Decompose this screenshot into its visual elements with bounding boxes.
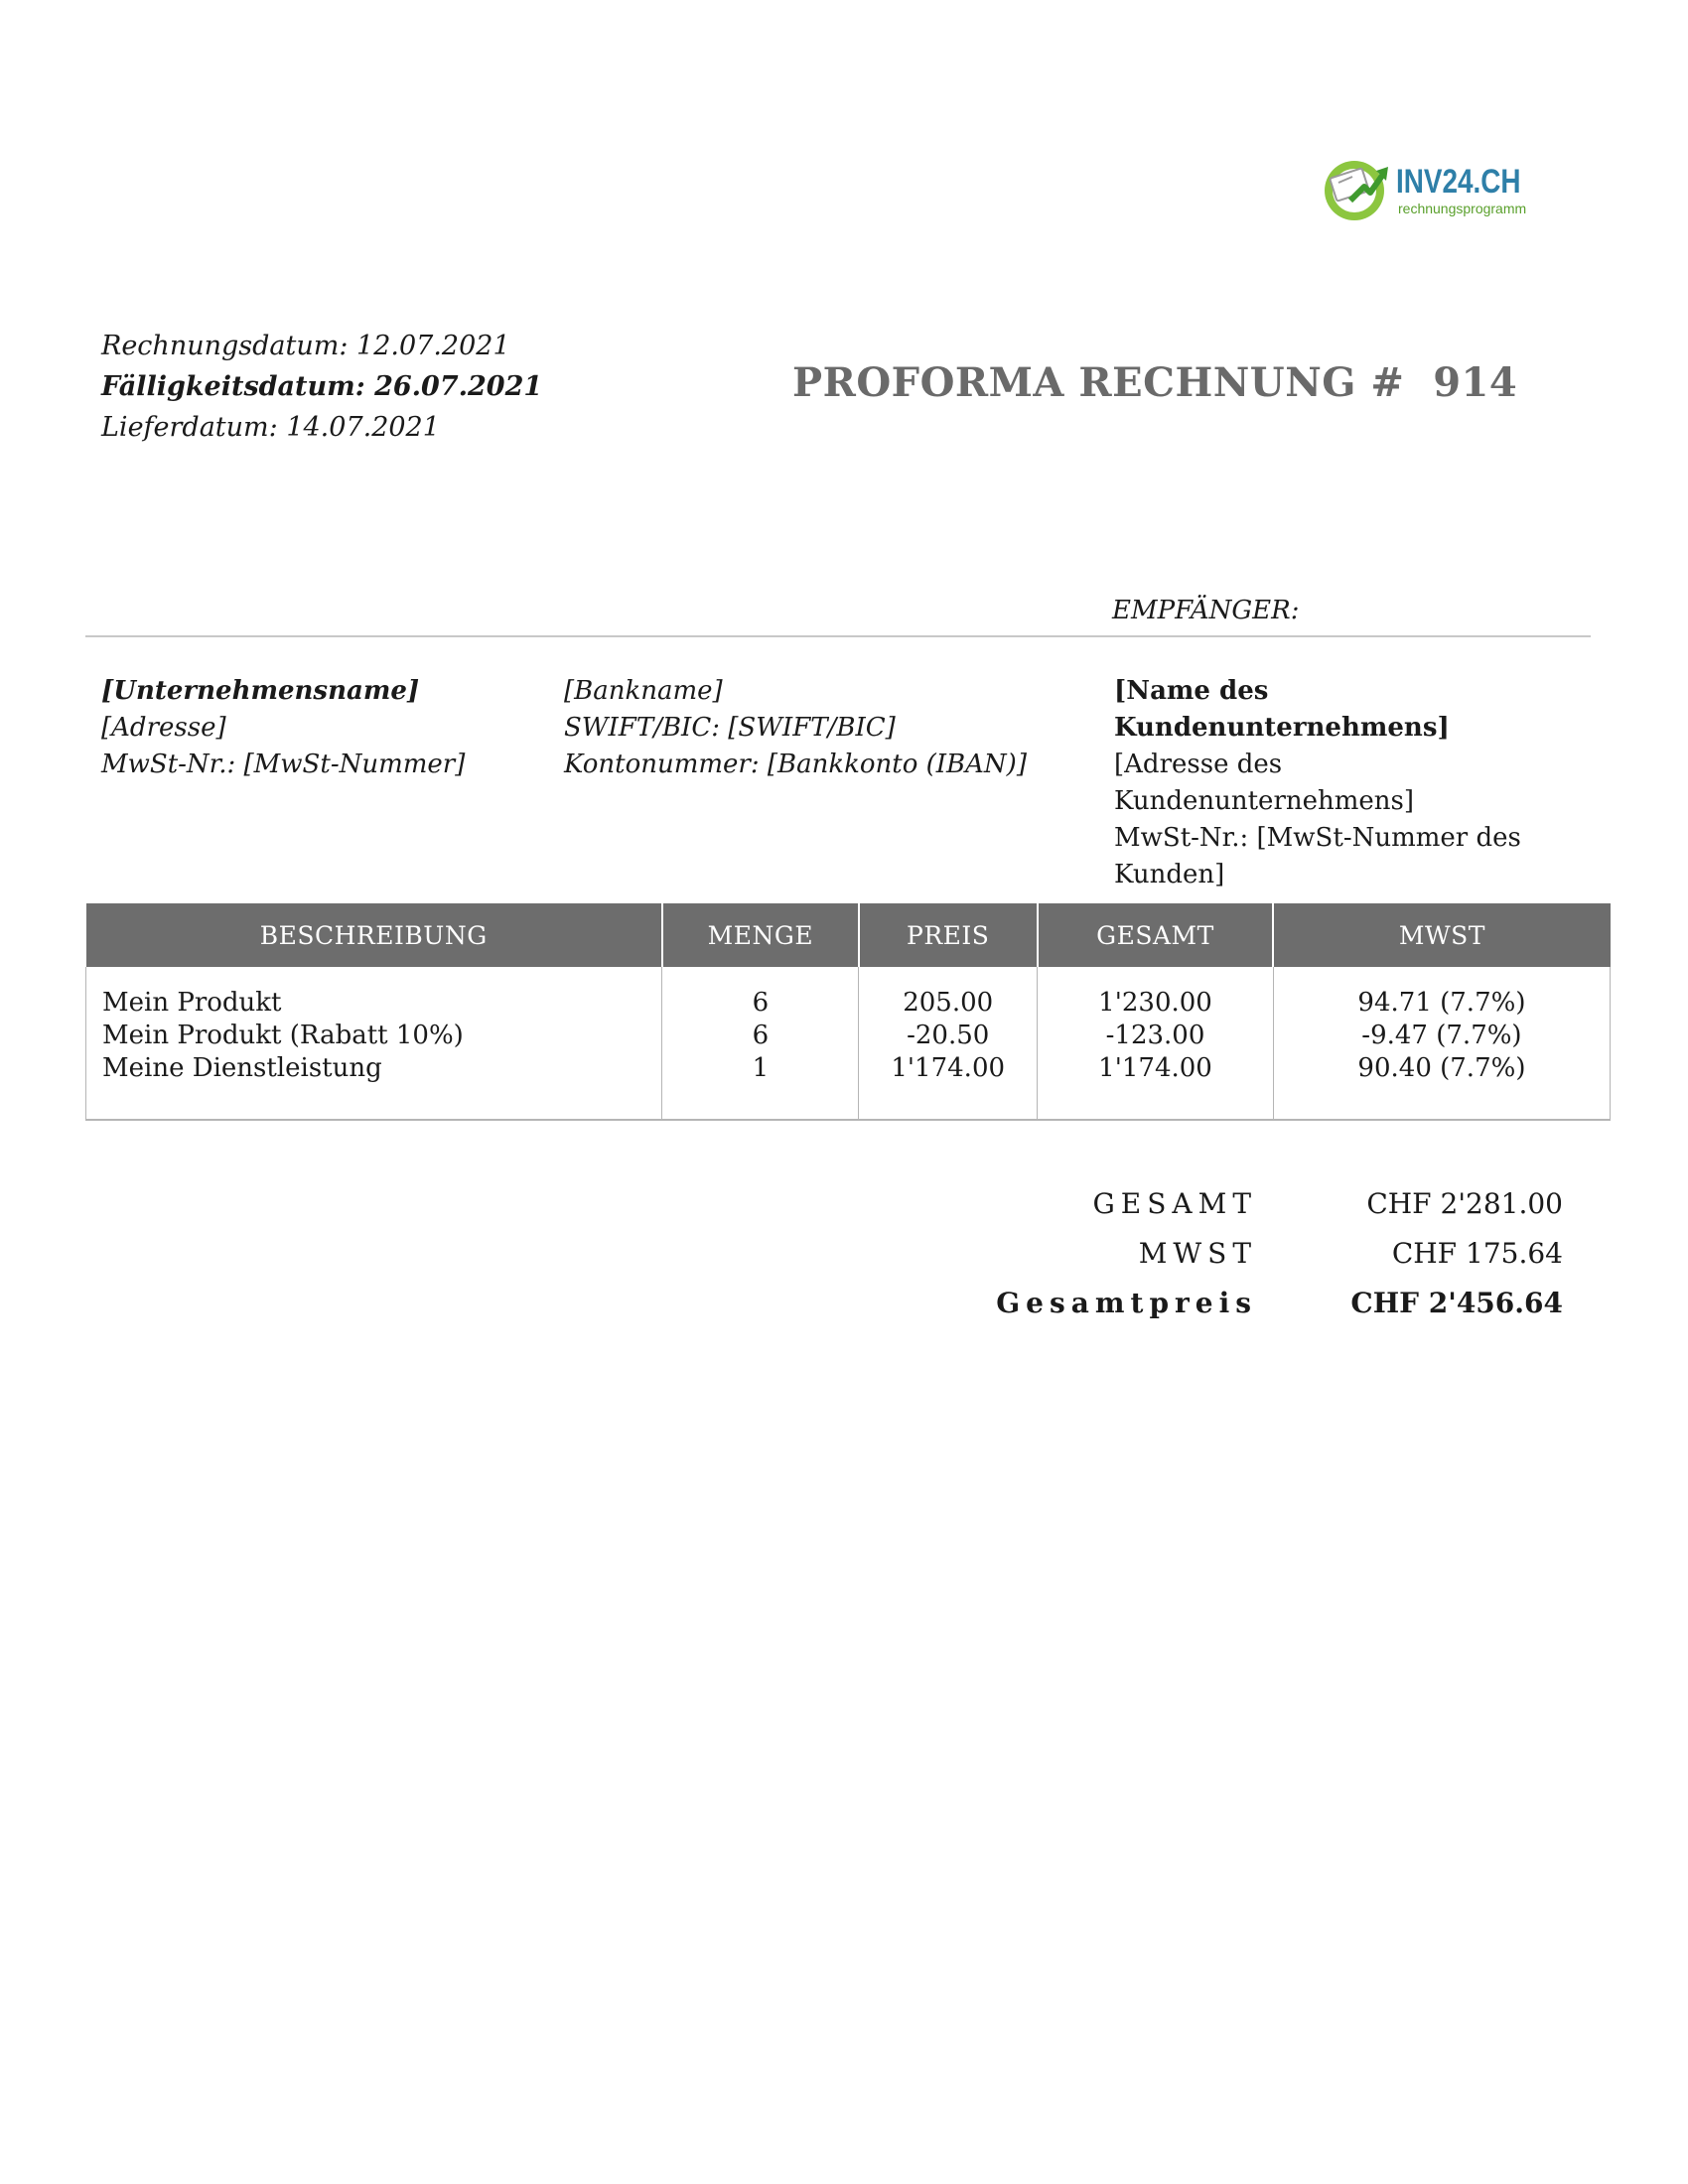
row-description: Mein Produkt (102, 988, 282, 1018)
row-vat: 94.71 (7.7%) (1357, 988, 1526, 1018)
customer-block (1114, 673, 1571, 893)
description-cell (86, 967, 662, 1120)
company-name: [Unternehmensname] (101, 676, 420, 706)
logo-tagline: rechnungsprogramm (1398, 201, 1527, 216)
row-total: -123.00 (1105, 1021, 1205, 1050)
invoice-date: Rechnungsdatum: 12.07.2021 (101, 331, 510, 361)
total-cell (1038, 967, 1274, 1120)
customer-name: [Name des Kundenunternehmens] (1114, 676, 1450, 743)
sender-company-block (101, 673, 465, 783)
subtotal-label: GESAMT (1092, 1187, 1257, 1220)
table-header-row (86, 903, 1611, 967)
customer-vat: MwSt-Nr.: [MwSt-Nummer des Kunden] (1114, 823, 1521, 889)
header-vat: MWST (1273, 903, 1610, 967)
grand-total-label: Gesamtpreis (996, 1287, 1257, 1319)
row-quantity: 1 (752, 1053, 770, 1083)
delivery-date: Lieferdatum: 14.07.2021 (101, 412, 440, 443)
quantity-cell (662, 967, 859, 1120)
company-vat: MwSt-Nr.: [MwSt-Nummer] (101, 750, 466, 779)
logo-wordmark: INV24.CH (1396, 163, 1521, 201)
bank-swift: SWIFT/BIC: [SWIFT/BIC] (564, 713, 896, 743)
row-description: Meine Dienstleistung (102, 1053, 382, 1083)
subtotal-value: CHF 2'281.00 (1366, 1187, 1563, 1220)
due-date: Fälligkeitsdatum: 26.07.2021 (101, 371, 543, 402)
vat-total-label: MWST (1138, 1237, 1257, 1270)
company-logo (1321, 149, 1539, 228)
row-vat: 90.40 (7.7%) (1357, 1053, 1526, 1083)
row-price: 205.00 (903, 988, 994, 1018)
row-quantity: 6 (752, 1021, 770, 1050)
row-price: -20.50 (907, 1021, 990, 1050)
header-total: GESAMT (1038, 903, 1274, 967)
row-price: 1'174.00 (891, 1053, 1006, 1083)
vat-cell (1273, 967, 1610, 1120)
grand-total-value: CHF 2'456.64 (1350, 1287, 1563, 1319)
header-quantity: MENGE (662, 903, 859, 967)
table-row (86, 967, 1611, 1120)
header-divider (85, 635, 1591, 637)
row-quantity: 6 (752, 988, 770, 1018)
company-address: [Adresse] (101, 713, 226, 743)
vat-total-value: CHF 175.64 (1391, 1237, 1563, 1270)
invoice-title: PROFORMA RECHNUNG # 914 (792, 359, 1518, 406)
envelope-growth-arrow-icon (1321, 153, 1392, 224)
header-description: BESCHREIBUNG (86, 903, 662, 967)
recipient-heading: EMPFÄNGER: (1112, 596, 1300, 625)
row-vat: -9.47 (7.7%) (1361, 1021, 1522, 1050)
header-price: PREIS (859, 903, 1038, 967)
row-total: 1'230.00 (1098, 988, 1212, 1018)
bank-details-block (564, 673, 1027, 783)
bank-name: [Bankname] (564, 676, 723, 706)
line-items-table (85, 903, 1611, 1121)
customer-address: [Adresse des Kundenunternehmens] (1114, 750, 1415, 816)
price-cell (859, 967, 1038, 1120)
row-description: Mein Produkt (Rabatt 10%) (102, 1021, 464, 1050)
row-total: 1'174.00 (1098, 1053, 1212, 1083)
bank-account: Kontonummer: [Bankkonto (IBAN)] (564, 750, 1027, 779)
invoice-dates (101, 326, 542, 448)
